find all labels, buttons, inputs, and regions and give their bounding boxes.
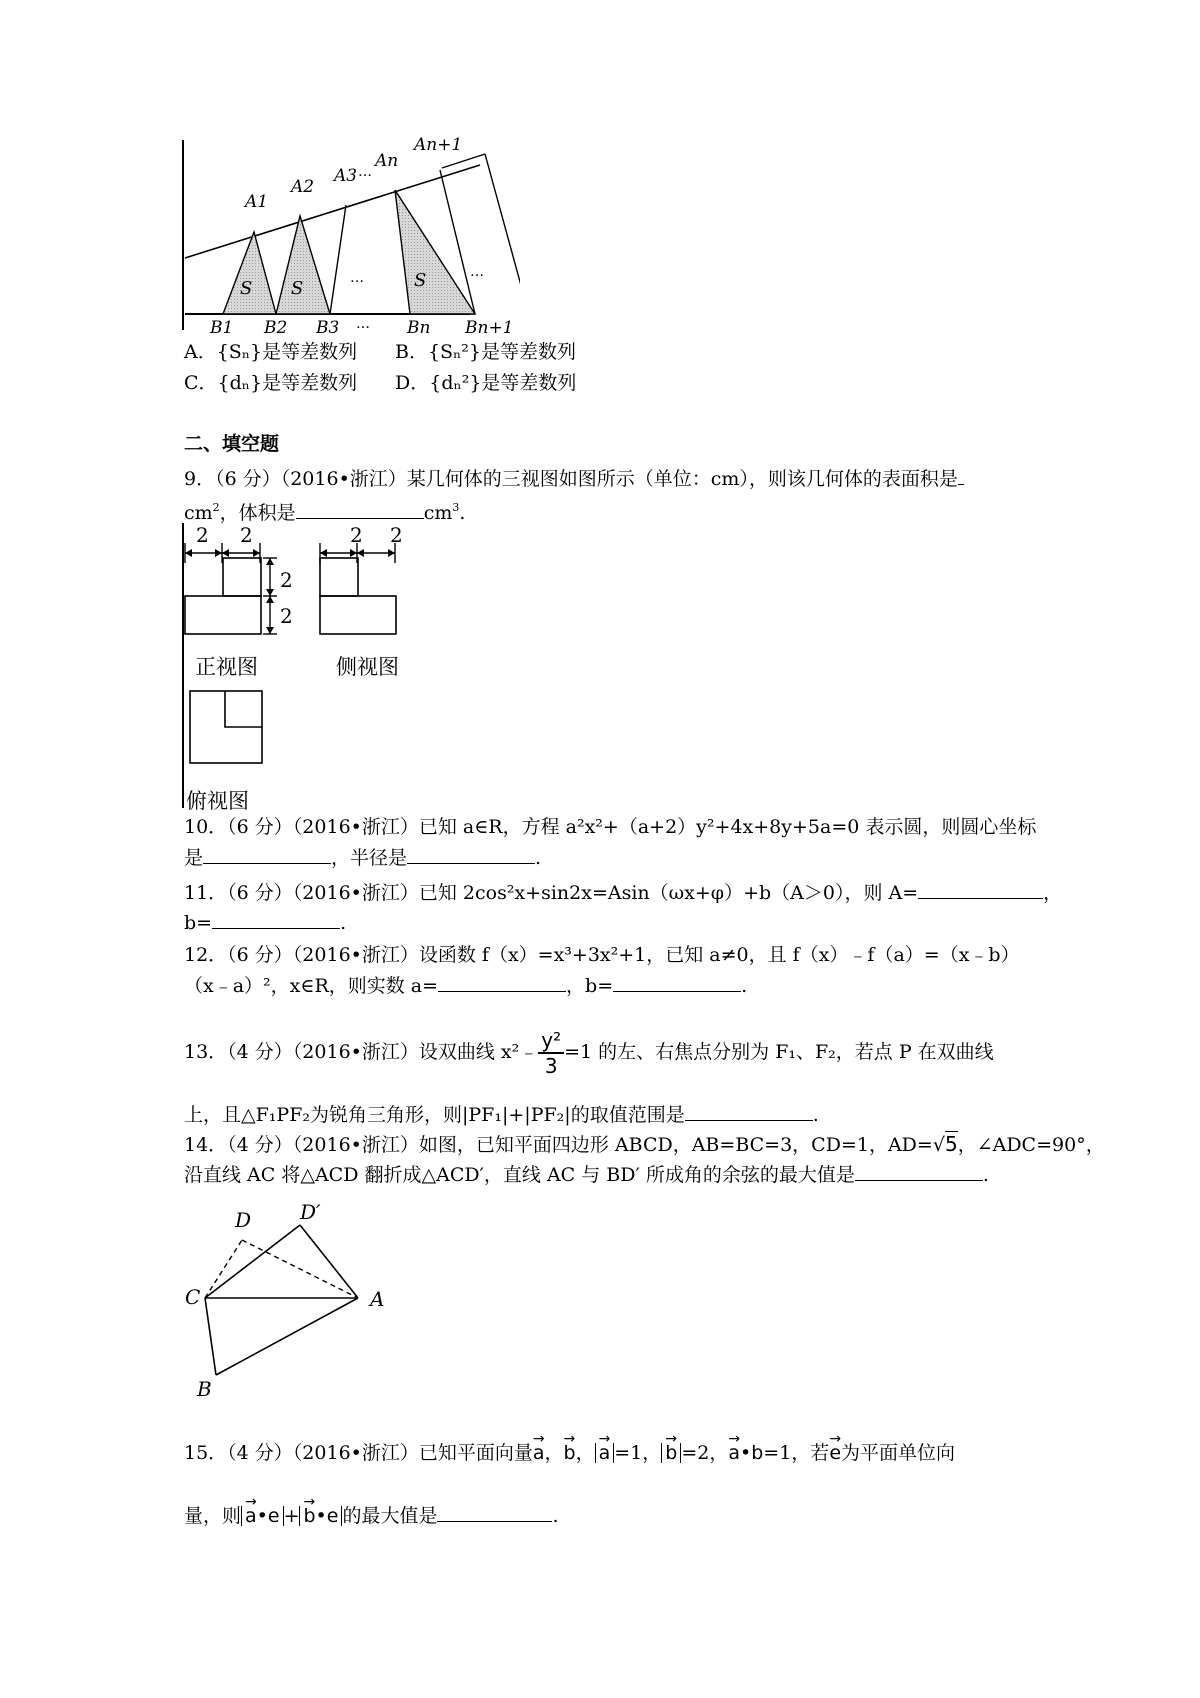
seq-label-Bn1: Bn+1 — [465, 318, 514, 338]
front-dim-3: 2 — [280, 568, 293, 592]
seq-area-label-3: S — [414, 270, 427, 291]
top-view-caption: 俯视图 — [186, 789, 249, 813]
option-D: D．{dₙ²}是等差数列 — [395, 372, 577, 394]
option-A: A．{Sₙ}是等差数列 — [184, 341, 358, 363]
q12-line2: （x﹣a）²，x∈R，则实数 a= ，b= . — [184, 975, 748, 997]
q10-line2: 是 ，半径是 . — [184, 847, 542, 869]
side-dim-2: 2 — [390, 523, 403, 547]
sqrt-symbol: √5 — [932, 1132, 958, 1156]
fold-label-B: B — [197, 1377, 212, 1401]
front-dim-2: 2 — [240, 523, 253, 547]
q15-line2: 量，则→ a•e +→ b•e 的最大值是 . — [184, 1498, 559, 1534]
q9-line1: 9．（6 分）（2016•浙江）某几何体的三视图如图所示（单位：cm），则该几何体的表面积是 — [184, 466, 964, 491]
fold-label-Dprime: D′ — [300, 1200, 321, 1224]
seq-label-A2: A2 — [291, 177, 315, 197]
front-dim-4: 2 — [280, 604, 293, 628]
q14-line2: 沿直线 AC 将△ACD 翻折成△ACD′，直线 AC 与 BD′ 所成角的余弦的最大值是 . — [184, 1164, 989, 1186]
q14-line1: 14．（4 分）（2016•浙江）如图，已知平面四边形 ABCD，AB=BC=3，CD=1，AD=√5，∠ADC=90°， — [184, 1132, 1105, 1156]
side-dim-1: 2 — [350, 523, 363, 547]
option-B: B．{Sₙ²}是等差数列 — [395, 341, 576, 363]
seq-dots-1: … — [350, 270, 364, 286]
q11-line2: b= . — [184, 912, 347, 934]
seq-label-A1: A1 — [245, 192, 269, 212]
seq-label-A3: A3 — [334, 166, 358, 186]
front-dim-1: 2 — [196, 523, 209, 547]
q9-line2: $cm^2$，体积是 $cm^3$. — [184, 501, 466, 524]
section-title: 二、填空题 — [184, 433, 280, 455]
front-view-caption: 正视图 — [195, 655, 258, 679]
option-C: C．{dₙ}是等差数列 — [184, 372, 358, 394]
seq-area-label-1: S — [240, 278, 253, 299]
q15-line1: 15．（4 分）（2016•浙江）已知平面向量→ a，→ b，→ a =1，→ b =2，→ a•b=1，若→ e为平面单位向 — [184, 1435, 955, 1471]
seq-label-An1: An+1 — [414, 135, 463, 155]
seq-label-Bn: Bn — [407, 318, 431, 338]
q13-line1: 13．（4 分）（2016•浙江）设双曲线 x²﹣ $\frac{\text{y²}}{3}$ =1 的左、右焦点分别为 F₁、F₂，若点 P 在双曲线 — [184, 1028, 994, 1078]
seq-dots-4: … — [358, 164, 372, 180]
q13-fraction: $\frac{\text{y²}}{3}$ — [538, 1028, 564, 1078]
seq-dots-2: … — [470, 264, 484, 280]
fold-label-D: D — [235, 1208, 252, 1232]
fold-label-C: C — [185, 1285, 201, 1309]
q13-line2: 上，且△F₁PF₂为锐角三角形，则|PF₁|+|PF₂|的取值范围是 . — [184, 1104, 819, 1126]
seq-label-B1: B1 — [210, 318, 234, 338]
side-view-caption: 侧视图 — [336, 655, 399, 679]
fold-quadrilateral-figure — [180, 1195, 400, 1410]
seq-area-label-2: S — [291, 278, 304, 299]
q12-line1: 12．（6 分）（2016•浙江）设函数 f（x）=x³+3x²+1，已知 a≠0，且 f（x）﹣f（a）=（x﹣b） — [184, 944, 1020, 966]
seq-dots-3: … — [356, 316, 370, 332]
seq-label-B2: B2 — [264, 318, 288, 338]
seq-label-An: An — [375, 151, 399, 171]
q10-line1: 10．（6 分）（2016•浙江）已知 a∈R，方程 a²x²+（a+2）y²+4x+8y+5a=0 表示圆，则圆心坐标 — [184, 816, 1037, 838]
q11-line1: 11．（6 分）（2016•浙江）已知 2cos²x+sin2x=Asin（ωx+φ）+b（A＞0），则 A= ， — [184, 882, 1063, 904]
fold-label-A: A — [370, 1287, 385, 1311]
seq-label-B3: B3 — [316, 318, 340, 338]
